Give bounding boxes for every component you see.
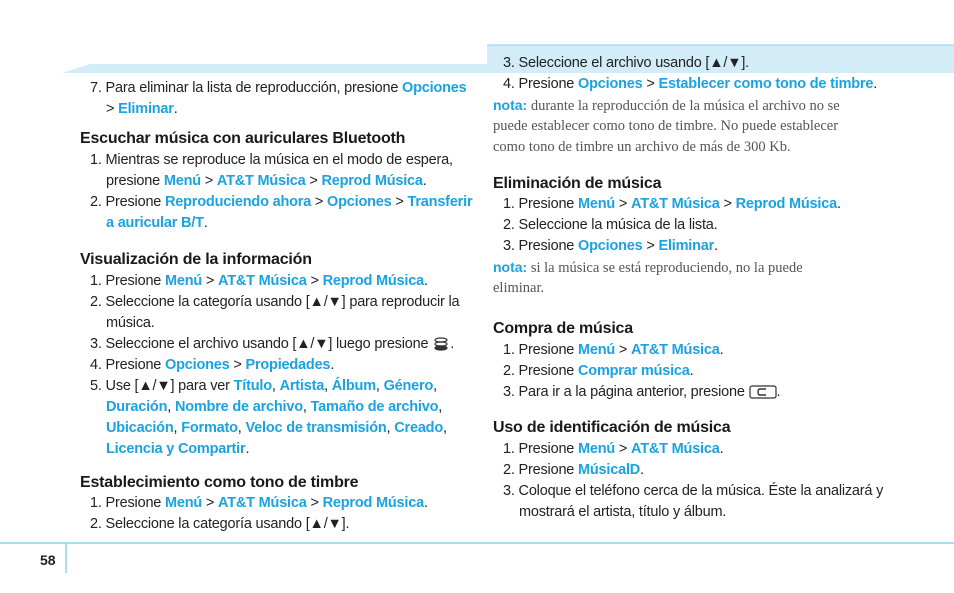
- heading-compra: Compra de música: [493, 320, 633, 337]
- tono-step-2: 2. Seleccione la categoría usando [▲/▼].: [90, 516, 350, 532]
- vis-step-5-cont-1: Duración, Nombre de archivo, Tamaño de archivo,: [106, 399, 443, 415]
- step-7-cont: > Eliminar.: [106, 101, 178, 117]
- bt-step-1-cont: presione Menú > AT&T Música > Reprod Música.: [106, 173, 427, 189]
- vis-step-2: 2. Seleccione la categoría usando [▲/▼] para reproducir la: [90, 294, 460, 310]
- id-step-2: 2. Presione MúsicalD.: [503, 462, 644, 478]
- compra-step-2: 2. Presione Comprar música.: [503, 363, 694, 379]
- vis-step-4: 4. Presione Opciones > Propiedades.: [90, 357, 335, 373]
- ok-key-icon: [432, 337, 450, 351]
- bt-step-2: 2. Presione Reproduciendo ahora > Opciones > Transferir: [90, 194, 473, 210]
- back-key-icon: [749, 385, 777, 399]
- note-tono-2: puede establecer como tono de timbre. No puede establecer: [493, 118, 839, 134]
- bt-step-1: 1. Mientras se reproduce la música en el modo de espera,: [90, 152, 453, 168]
- vis-step-5-cont-2: Ubicación, Formato, Veloc de transmisión, Creado,: [106, 420, 447, 436]
- vis-step-5-cont-3: Licencia y Compartir.: [106, 441, 250, 457]
- vis-step-3: 3. Seleccione el archivo usando [▲/▼] luego presione .: [90, 336, 455, 352]
- compra-step-1: 1. Presione Menú > AT&T Música.: [503, 342, 724, 358]
- note-tono-3: como tono de timbre un archivo de más de 300 Kb.: [493, 139, 791, 155]
- note-elim-2: eliminar.: [493, 280, 545, 296]
- vis-step-5: 5. Use [▲/▼] para ver Título, Artista, Álbum, Género,: [90, 378, 437, 394]
- heading-visualizacion: Visualización de la información: [80, 251, 312, 268]
- id-step-1: 1. Presione Menú > AT&T Música.: [503, 441, 724, 457]
- opciones-link: Opciones: [402, 80, 467, 96]
- vis-step-2-cont: música.: [106, 315, 155, 331]
- note-tono-1: nota: durante la reproducción de la música el archivo no se: [493, 97, 840, 114]
- heading-tono: Establecimiento como tono de timbre: [80, 474, 359, 491]
- bt-step-2-cont: a auricular B/T.: [106, 215, 208, 231]
- heading-eliminacion: Eliminación de música: [493, 175, 662, 192]
- vis-step-1: 1. Presione Menú > AT&T Música > Reprod Música.: [90, 273, 428, 289]
- note-elim-1: nota: si la música se está reproduciendo, no la puede: [493, 259, 803, 276]
- tono-step-4: 4. Presione Opciones > Establecer como tono de timbre.: [503, 76, 878, 92]
- heading-bluetooth: Escuchar música con auriculares Bluetooth: [80, 130, 406, 147]
- elim-step-1: 1. Presione Menú > AT&T Música > Reprod Música.: [503, 196, 841, 212]
- step-7: 7. Para eliminar la lista de reproducción, presione Opciones: [90, 80, 467, 96]
- id-step-3-cont: mostrará el artista, título y álbum.: [519, 504, 727, 520]
- tono-step-3: 3. Seleccione el archivo usando [▲/▼].: [503, 55, 750, 71]
- heading-identificacion: Uso de identificación de música: [493, 419, 731, 436]
- elim-step-3: 3. Presione Opciones > Eliminar.: [503, 238, 718, 254]
- compra-step-3: 3. Para ir a la página anterior, presione .: [503, 384, 781, 400]
- elim-step-2: 2. Seleccione la música de la lista.: [503, 217, 718, 233]
- tono-step-1: 1. Presione Menú > AT&T Música > Reprod Música.: [90, 495, 428, 511]
- page-number: 58: [40, 552, 56, 568]
- id-step-3: 3. Coloque el teléfono cerca de la música. Éste la analizará y: [503, 483, 884, 499]
